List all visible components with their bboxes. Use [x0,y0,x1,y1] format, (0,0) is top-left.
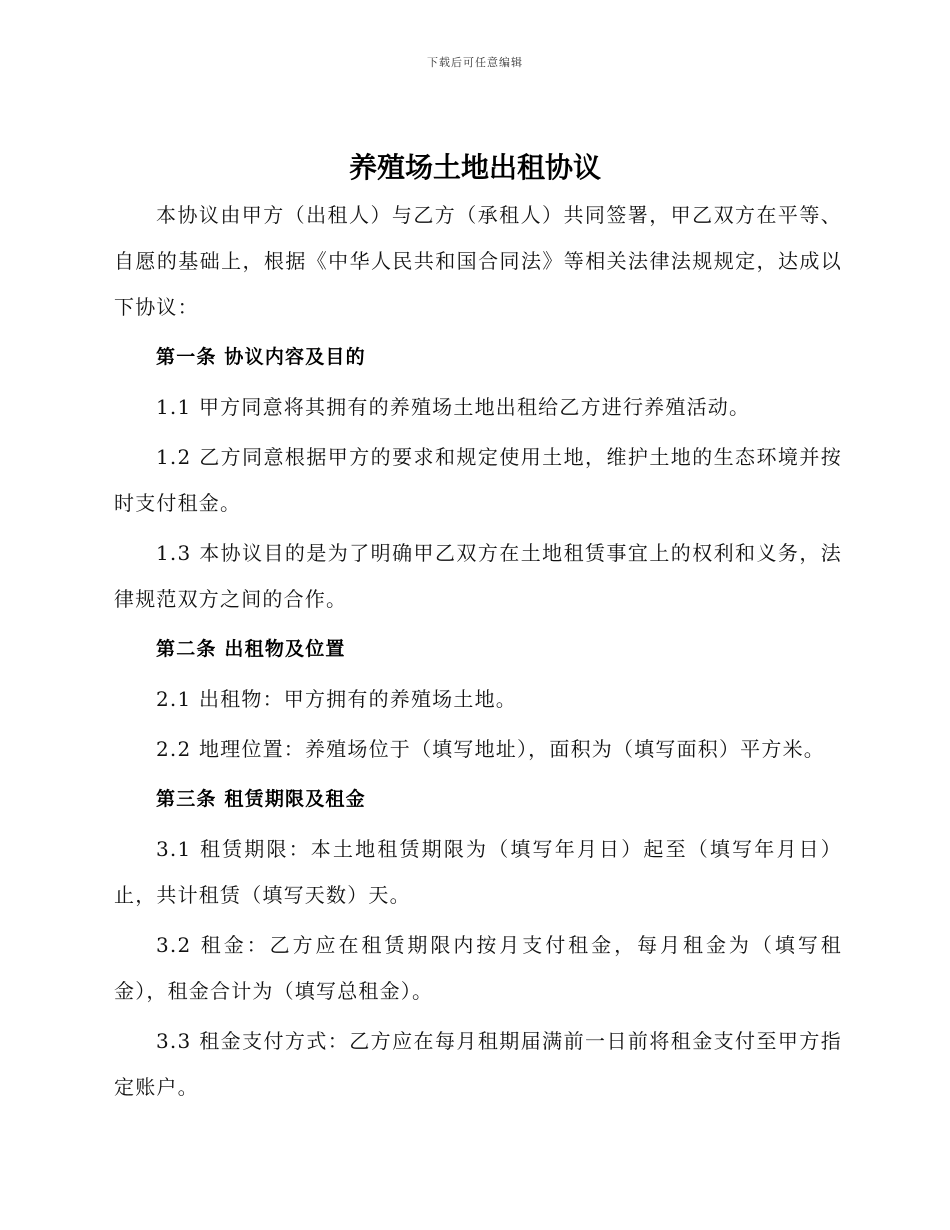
intro-paragraph: 本协议由甲方（出租人）与乙方（承租人）共同签署，甲乙双方在平等、自愿的基础上，根据《中华人民共和国合同法》等相关法律法规规定，达成以下协议： [114,203,842,319]
clause-paragraph: 2.2 地理位置：养殖场位于（填写地址），面积为（填写面积）平方米。 [156,737,825,761]
clause-paragraph: 1.3 本协议目的是为了明确甲乙双方在土地租赁事宜上的权利和义务，法律规范双方之间的合作。 [114,541,842,611]
clause-paragraph: 2.1 出租物：甲方拥有的养殖场土地。 [156,687,517,711]
clause-paragraph: 1.2 乙方同意根据甲方的要求和规定使用土地，维护土地的生态环境并按时支付租金。 [114,445,842,515]
section-heading: 第三条 租赁期限及租金 [156,788,366,810]
clause-paragraph: 3.3 租金支付方式：乙方应在每月租期届满前一日前将租金支付至甲方指定账户。 [114,1029,842,1099]
document-title: 养殖场土地出租协议 [348,151,601,184]
section-3 [114,776,842,1110]
section-1 [114,334,842,622]
clause-paragraph: 3.2 租金：乙方应在租赁期限内按月支付租金，每月租金为（填写租金），租金合计为（填写总租金）。 [114,933,842,1003]
header-note: 下载后可任意编辑 [427,56,523,69]
clause-paragraph: 1.1 甲方同意将其拥有的养殖场土地出租给乙方进行养殖活动。 [156,395,751,419]
section-2 [114,626,842,772]
section-heading: 第一条 协议内容及目的 [156,346,366,368]
clause-paragraph: 3.1 租赁期限：本土地租赁期限为（填写年月日）起至（填写年月日）止，共计租赁（填写天数）天。 [114,837,842,907]
section-heading: 第二条 出租物及位置 [156,638,346,660]
document-body [114,192,842,1114]
